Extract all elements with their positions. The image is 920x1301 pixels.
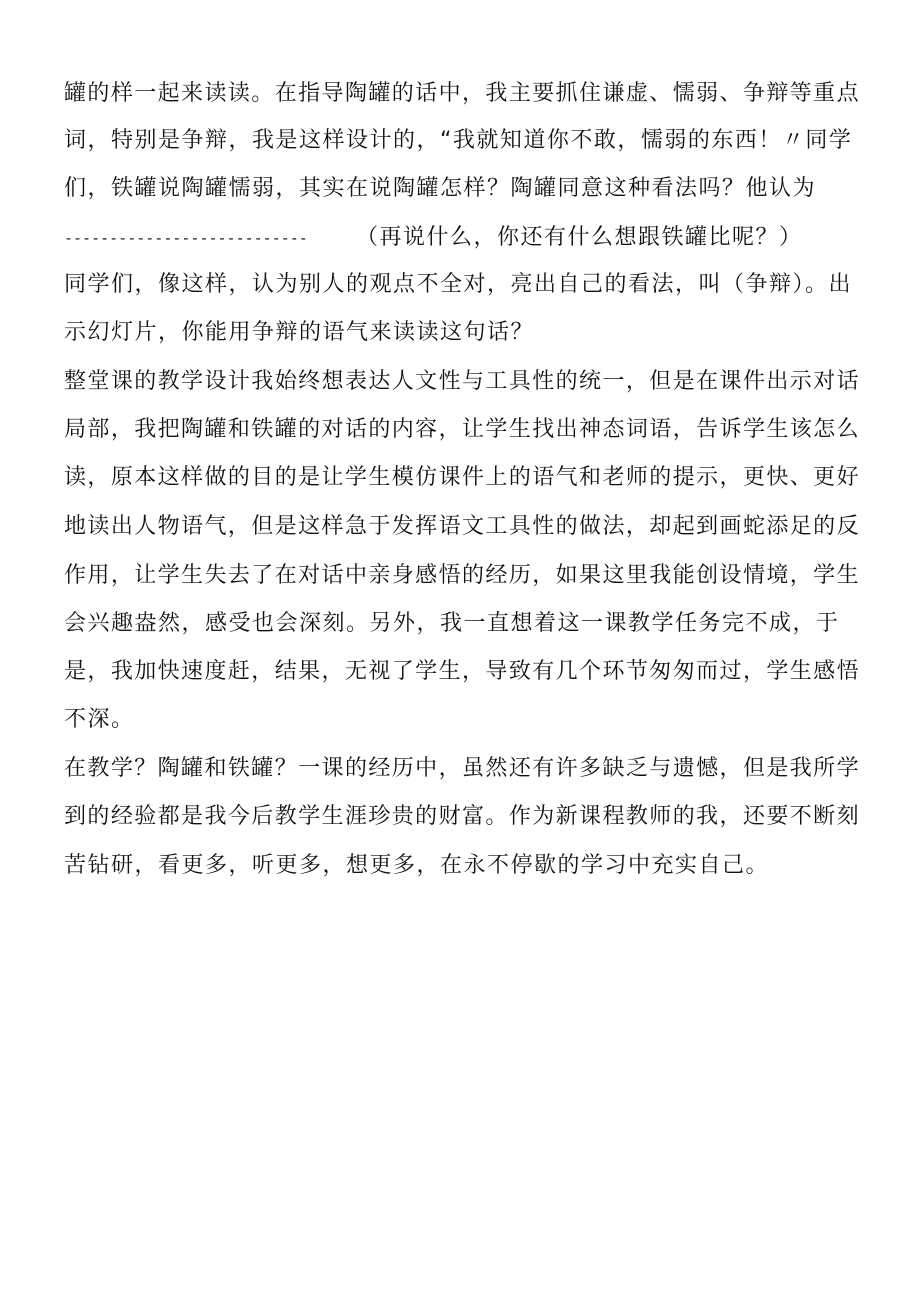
- text-line-3: 们，铁罐说陶罐懦弱，其实在说陶罐怎样？陶罐同意这种看法吗？他认为: [64, 176, 817, 201]
- text-line-6: 示幻灯片，你能用争辩的语气来读读这句话？: [64, 320, 535, 345]
- text-line-12: 会兴趣盎然，感受也会深刻。另外，我一直想着这一课教学任务完不成，于: [64, 611, 840, 636]
- text-line-17: 苦钻研，看更多，听更多，想更多，在永不停歇的学习中充实自己。: [64, 853, 770, 878]
- text-line-7: 整堂课的教学设计我始终想表达人文性与工具性的统一，但是在课件出示对话: [64, 369, 861, 394]
- text-line-13: 是，我加快速度赶，结果，无视了学生，导致有几个环节匆匆而过，学生感悟: [64, 659, 861, 684]
- text-line-5: 同学们，像这样，认为别人的观点不全对，亮出自己的看法，叫（争辩）。出: [64, 272, 853, 297]
- text-line-16: 到的经验都是我今后教学生涯珍贵的财富。作为新课程教师的我，还要不断刻: [64, 804, 861, 829]
- text-line-14: 不深。: [64, 707, 135, 732]
- text-line-2: 词，特别是争辩，我是这样设计的，“我就知道你不敢，懦弱的东西！〃同学: [64, 128, 853, 153]
- text-line-11: 作用，让学生失去了在对话中亲身感悟的经历，如果这里我能创设情境，学生: [64, 563, 861, 588]
- text-line-9: 读，原本这样做的目的是让学生模仿课件上的语气和老师的提示，更快、更好: [64, 465, 861, 490]
- text-line-15: 在教学？陶罐和铁罐？一课的经历中，虽然还有许多缺乏与遗憾，但是我所学: [64, 756, 861, 781]
- text-line-1: 罐的样一起来读读。在指导陶罐的话中，我主要抓住谦虚、懦弱、争辩等重点: [64, 81, 861, 106]
- text-line-4: （再说什么，你还有什么想跟铁罐比呢？）: [356, 225, 803, 250]
- text-line-10: 地读出人物语气，但是这样急于发挥语文工具性的做法，却起到画蛇添足的反: [64, 514, 861, 539]
- fill-in-blank-line: ---------------------------: [64, 229, 308, 247]
- text-line-8: 局部，我把陶罐和铁罐的对话的内容，让学生找出神态词语，告诉学生该怎么: [64, 417, 861, 442]
